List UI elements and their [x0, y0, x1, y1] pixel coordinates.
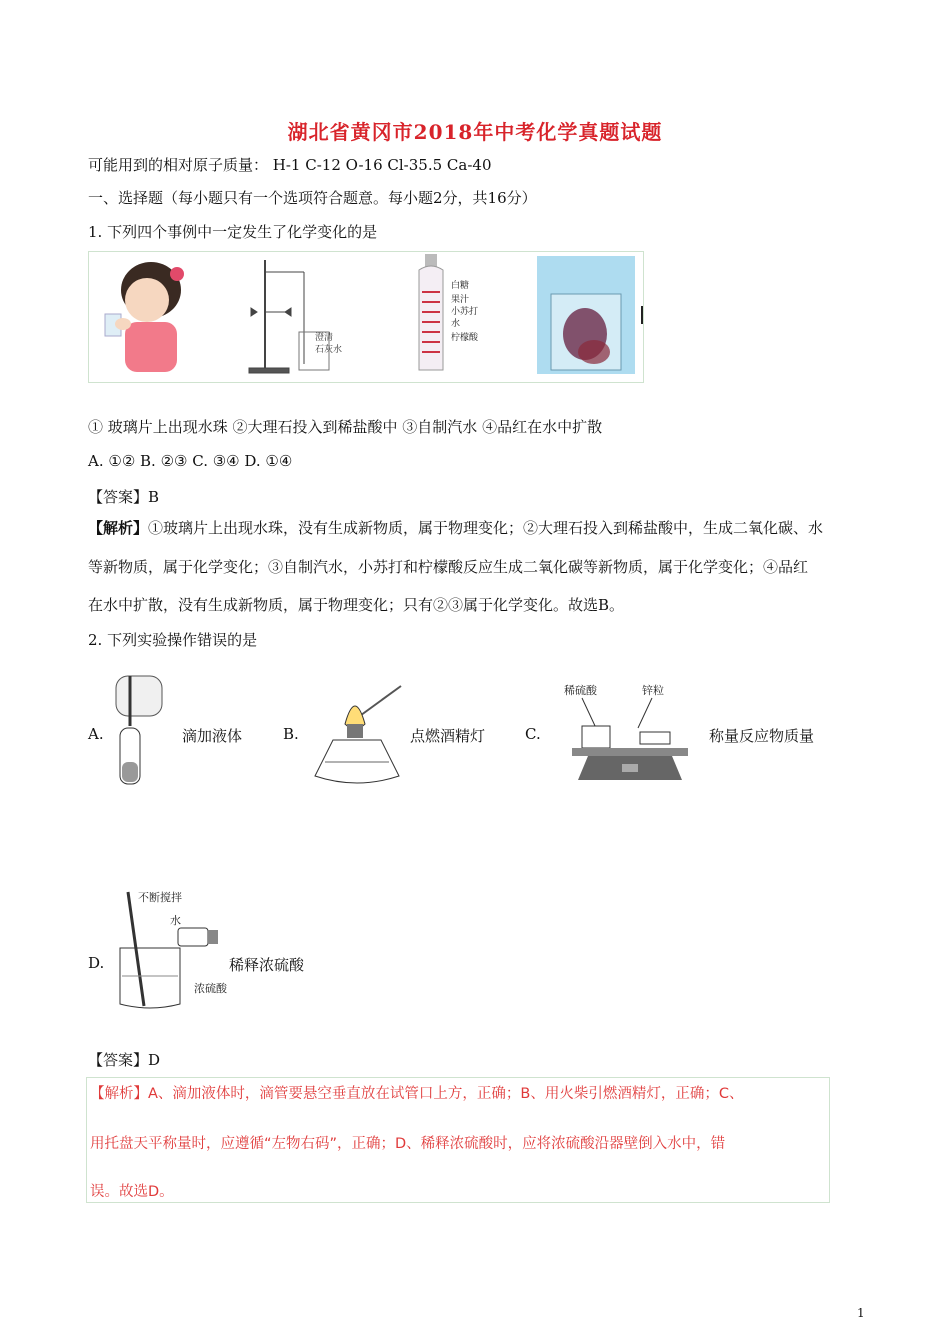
svg-text:不断搅拌: 不断搅拌: [138, 891, 182, 904]
svg-text:稀硫酸: 稀硫酸: [564, 684, 597, 697]
vertical-mark: [641, 306, 643, 324]
balance-illustration: [552, 680, 704, 788]
alcohol-lamp-illustration: [305, 678, 409, 790]
page-number: 1: [857, 1306, 865, 1320]
q2-option-d-letter: D.: [88, 954, 105, 972]
svg-text:锌粒: 锌粒: [642, 684, 664, 697]
q2-option-c-letter: C.: [525, 725, 541, 743]
q2-option-b-letter: B.: [283, 725, 299, 743]
svg-text:水: 水: [170, 914, 181, 927]
q2-analysis-line-2: 用托盘天平称量时，应遵循“左物右码”，正确；D、稀释浓硫酸时，应将浓硫酸沿器壁倒入水中，错: [90, 1136, 726, 1152]
q2-option-c-text: 称量反应物质量: [709, 727, 815, 745]
q1-analysis-line-2: 等新物质，属于化学变化；③自制汽水，小苏打和柠檬酸反应生成二氧化碳等新物质，属于化学变化；④品红: [88, 558, 809, 576]
svg-text:澄清: 澄清: [315, 333, 334, 343]
svg-text:果汁: 果汁: [451, 295, 470, 305]
svg-text:白糖: 白糖: [451, 281, 470, 291]
analysis-label: 【解析】: [88, 519, 149, 537]
girl-breathing-illustration: [105, 262, 184, 372]
dilute-acid-illustration: [110, 888, 232, 1012]
q2-answer: 【答案】D: [88, 1051, 161, 1069]
iron-stand-apparatus: [249, 260, 342, 373]
q1-figure-drawing: [89, 252, 643, 382]
q1-answer: 【答案】B: [88, 488, 160, 506]
q1-options: A. ①② B. ②③ C. ③④ D. ①④: [88, 452, 293, 470]
section-heading: 一、选择题（每小题只有一个选项符合题意。每小题2分，共16分）: [88, 189, 537, 207]
page-title: 湖北省黄冈市2018年中考化学真题试题: [287, 120, 663, 144]
q1-stem: 1. 下列四个事例中一定发生了化学变化的是: [88, 223, 378, 241]
q2-analysis-line-1: 【解析】A、滴加液体时，滴管要悬空垂直放在试管口上方，正确；B、用火柴引燃酒精灯，正确；C、: [90, 1086, 744, 1102]
dropper-illustration: [108, 666, 180, 788]
q2-analysis-line-3: 误。故选D。: [90, 1184, 174, 1200]
q1-analysis-line-1: 【解析】①玻璃片上出现水珠，没有生成新物质，属于物理变化；②大理石投入到稀盐酸中，生成二氧化碳、水: [88, 519, 824, 537]
q2-option-a-text: 滴加液体: [182, 727, 243, 745]
svg-text:柠檬酸: 柠檬酸: [451, 333, 479, 343]
q2-stem: 2. 下列实验操作错误的是: [88, 631, 258, 649]
svg-text:小苏打: 小苏打: [451, 307, 479, 317]
svg-text:浓硫酸: 浓硫酸: [194, 982, 227, 995]
q2-option-b-text: 点燃酒精灯: [410, 727, 486, 745]
q1-figure: [88, 251, 644, 383]
q1-analysis-line-3: 在水中扩散，没有生成新物质，属于物理变化；只有②③属于化学变化。故选B。: [88, 596, 625, 614]
atomic-masses: 可能用到的相对原子质量： H-1 C-12 O-16 Cl-35.5 Ca-40: [88, 156, 492, 174]
q2-option-d-text: 稀释浓硫酸: [229, 956, 305, 974]
q2-option-a-letter: A.: [88, 725, 104, 743]
svg-text:水: 水: [451, 319, 461, 329]
homemade-soda-bottle: [419, 254, 479, 370]
q1-events: ① 玻璃片上出现水珠 ②大理石投入到稀盐酸中 ③自制汽水 ④品红在水中扩散: [88, 418, 603, 436]
svg-text:石灰水: 石灰水: [315, 345, 343, 355]
dye-diffusion-beaker: [537, 256, 635, 374]
